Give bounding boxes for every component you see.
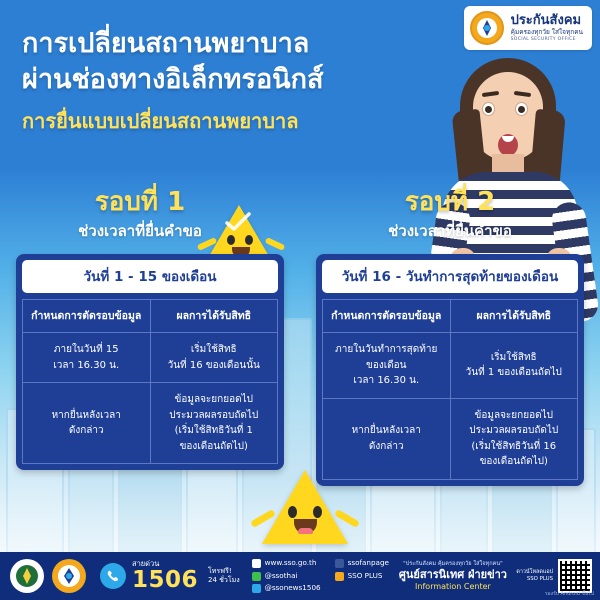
ssoffice-emblem-icon (470, 11, 504, 45)
footer-links (252, 557, 389, 595)
headline-line-3: การยื่นแบบเปลี่ยนสถานพยาบาล (22, 109, 299, 134)
round-2-r1c2: เริ่มใช้สิทธิ วันที่ 1 ของเดือนถัดไป (450, 333, 578, 399)
link-line-label: @ssothai (264, 570, 298, 580)
round-1-r1c1: ภายในวันที่ 15 เวลา 16.30 น. (23, 333, 151, 383)
round-1-subtitle: ช่วงเวลาที่ยื่นคำขอ (78, 221, 202, 240)
round-1-r1c2: เริ่มใช้สิทธิ วันที่ 16 ของเดือนนั้น (150, 333, 278, 383)
link-app[interactable] (335, 570, 389, 583)
headline-block (22, 26, 442, 134)
round-1-panel-title: วันที่ 1 - 15 ของเดือน (22, 260, 278, 293)
phone-handset-icon (100, 563, 126, 589)
round-1-r2c1: หากยื่นหลังเวลา ดังกล่าว (23, 383, 151, 464)
footer-emblems (0, 559, 86, 593)
link-twitter-label: @ssonews1506 (264, 583, 321, 593)
round-2-col-header-2: ผลการได้รับสิทธิ (450, 300, 578, 333)
sso-emblem-icon (52, 559, 86, 593)
link-website[interactable] (252, 557, 321, 570)
hotline-free-line-2: 24 ชั่วโมง (208, 576, 240, 584)
table-header-row (323, 300, 578, 333)
logo-subtitle: คุ้มครองทุกวัย ใส่ใจทุกคน (510, 27, 583, 36)
checkmark-icon (223, 211, 253, 233)
round-1-col-header-1: กำหนดการตัดรอบข้อมูล (23, 300, 151, 333)
round-2-panel-title: วันที่ 16 - วันทำการสุดท้ายของเดือน (322, 260, 578, 293)
round-2-title: รอบที่ 2 (404, 187, 496, 217)
round-2-r2c2: ข้อมูลจะยกยอดไป ประมวลผลรอบถัดไป (เริ่มใช้สิทธิวันที่ 16 ของเดือนถัดไป) (450, 398, 578, 479)
round-2-r2c1: หากยื่นหลังเวลา ดังกล่าว (323, 398, 451, 479)
line-icon (252, 572, 261, 581)
information-center-title: ศูนย์สารนิเทศ ฝ่ายข่าว (398, 567, 507, 581)
round-1-r2c2: ข้อมูลจะยกยอดไป ประมวลผลรอบถัดไป (เริ่มใช้สิทธิวันที่ 1 ของเดือนถัดไป) (150, 383, 278, 464)
table-row (23, 333, 278, 383)
garuda-emblem-icon (10, 559, 44, 593)
globe-icon (252, 559, 261, 568)
logo-english: SOCIAL SECURITY OFFICE (510, 36, 576, 42)
round-1-col-header-2: ผลการได้รับสิทธิ (150, 300, 278, 333)
headline-line-1: การเปลี่ยนสถานพยาบาล (22, 28, 310, 59)
android-support-note: รองรับ Android ขึ้นไป (544, 591, 594, 597)
app-icon (335, 572, 344, 581)
qr-note-line-1: ดาวน์โหลดแอป (516, 568, 553, 575)
table-row (323, 333, 578, 399)
headline-line-2: ผ่านช่องทางอิเล็กทรอนิกส์ (22, 64, 324, 96)
round-1-panel (16, 254, 284, 470)
round-1-table (22, 299, 278, 464)
link-facebook-label: ssofanpage (347, 558, 389, 568)
information-center-subtitle: Information Center (415, 581, 491, 591)
facebook-icon (335, 559, 344, 568)
hotline-label: สายด่วน (132, 559, 160, 569)
logo-title: ประกันสังคม (510, 13, 582, 29)
link-line[interactable] (252, 570, 321, 583)
table-row (323, 398, 578, 479)
footer-bar (0, 552, 600, 600)
link-facebook[interactable] (335, 557, 389, 570)
hotline-free-line-1: โทรฟรี! (208, 567, 232, 576)
qr-block[interactable] (516, 559, 600, 593)
twitter-icon (252, 584, 261, 593)
round-2-header (320, 188, 580, 240)
link-app-label: SSO PLUS (347, 570, 383, 580)
round-2-panel (316, 254, 584, 486)
qr-code-icon[interactable] (558, 559, 592, 593)
round-2-r1c1: ภายในวันทำการสุดท้าย ของเดือน เวลา 16.30 น. (323, 333, 451, 399)
round-1-title: รอบที่ 1 (94, 187, 186, 217)
link-website-label: www.sso.go.th (264, 558, 317, 568)
qr-note-line-2: SSO PLUS (526, 576, 553, 582)
information-center-caption: "ประกันสังคม คุ้มครองทุกวัย ใส่ใจทุกคน" (403, 560, 503, 567)
information-center-block (399, 561, 507, 592)
hotline-number: 1506 (132, 566, 199, 593)
link-twitter[interactable] (252, 582, 321, 595)
table-row (23, 383, 278, 464)
round-2-table (322, 299, 578, 480)
round-2-subtitle: ช่วงเวลาที่ยื่นคำขอ (388, 221, 512, 240)
sso-logo-badge (464, 6, 592, 50)
round-2-col-header-1: กำหนดการตัดรอบข้อมูล (323, 300, 451, 333)
table-header-row (23, 300, 278, 333)
hotline-block[interactable] (100, 560, 240, 591)
mascot-bottom-icon (262, 452, 348, 544)
